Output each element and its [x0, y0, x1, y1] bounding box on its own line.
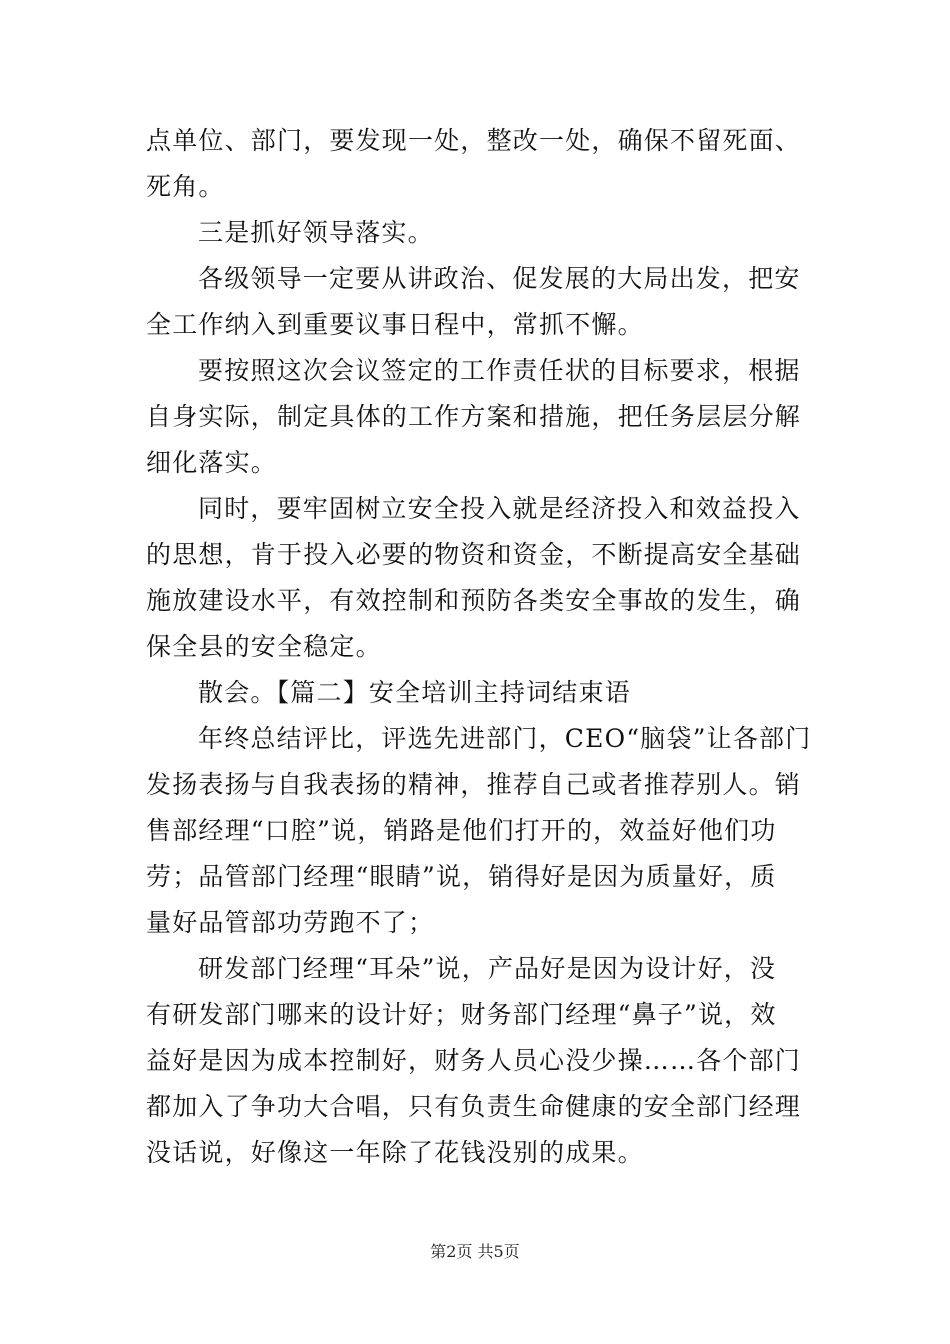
- text-line: 全工作纳入到重要议事日程中，常抓不懈。: [146, 310, 644, 339]
- page-footer: [0, 1240, 950, 1264]
- text-line: 同时，要牢固树立安全投入就是经济投入和效益投入: [198, 494, 801, 523]
- text-line: 散会。【篇二】安全培训主持词结束语: [198, 678, 631, 707]
- body-text: [146, 118, 812, 1176]
- text-line: 死角。: [146, 172, 225, 201]
- text-line: 要按照这次会议签定的工作责任状的目标要求，根据: [198, 356, 801, 385]
- page-indicator: 第2页 共5页: [430, 1242, 520, 1261]
- text-line: 各级领导一定要从讲政治、促发展的大局出发，把安: [198, 264, 801, 293]
- text-line: 自身实际，制定具体的工作方案和措施，把任务层层分解: [146, 402, 802, 431]
- text-line: 的思想，肯于投入必要的物资和资金，不断提高安全基础: [146, 540, 802, 569]
- text-line: 量好品管部功劳跑不了；: [146, 908, 435, 937]
- text-line: 年终总结评比，评选先进部门，CEO“脑袋”让各部门: [198, 724, 812, 753]
- text-line: 研发部门经理“耳朵”说，产品好是因为设计好，没: [198, 954, 777, 983]
- text-line: 发扬表扬与自我表扬的精神，推荐自己或者推荐别人。销: [146, 770, 802, 799]
- text-line: 益好是因为成本控制好，财务人员心没少操……各个部门: [146, 1046, 802, 1075]
- text-line: 都加入了争功大合唱，只有负责生命健康的安全部门经理: [146, 1092, 802, 1121]
- text-line: 劳；品管部门经理“眼睛”说，销得好是因为质量好，质: [146, 862, 777, 891]
- text-line: 没话说，好像这一年除了花钱没别的成果。: [146, 1138, 644, 1167]
- text-line: 有研发部门哪来的设计好；财务部门经理“鼻子”说，效: [146, 1000, 777, 1029]
- text-line: 施放建设水平，有效控制和预防各类安全事故的发生，确: [146, 586, 802, 615]
- text-line: 售部经理“口腔”说，销路是他们打开的，效益好他们功: [146, 816, 777, 845]
- text-line: 保全县的安全稳定。: [146, 632, 382, 661]
- text-line: 三是抓好领导落实。: [198, 218, 434, 247]
- text-line: 点单位、部门，要发现一处，整改一处，确保不留死面、: [146, 126, 802, 155]
- text-line: 细化落实。: [146, 448, 278, 477]
